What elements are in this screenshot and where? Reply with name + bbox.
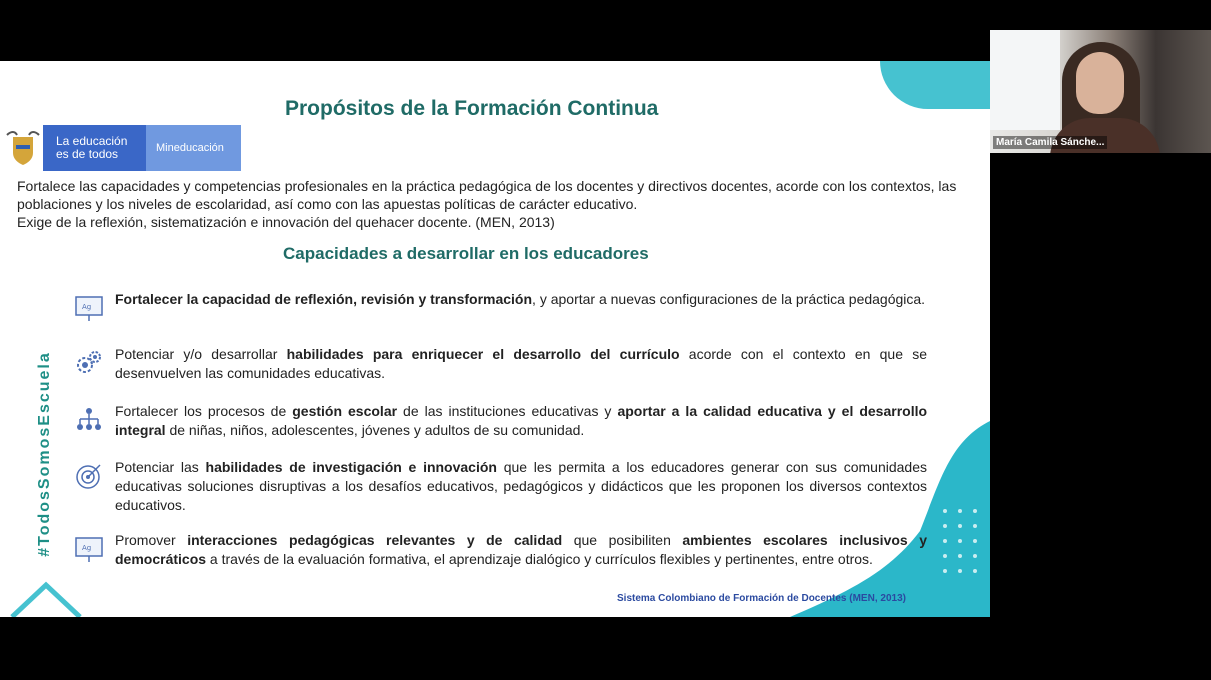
decorative-triangle-outline [8, 581, 88, 617]
emphasis-text: aportar a la calidad educativa y el desarrollo integral [115, 403, 928, 438]
emphasis-text: habilidades para enriquecer el desarrollo del currículo [286, 346, 680, 362]
logo-line1: La educación [56, 134, 128, 148]
body-text: a través de la evaluación formativa, el aprendizaje dialógico y currículos flexibles y pertinentes, entre otros. [206, 551, 873, 567]
slide-footer-source: Sistema Colombiano de Formación de Docentes (MEN, 2013) [617, 593, 906, 604]
emphasis-text: Fortalecer la capacidad de reflexión, revisión y transformación [115, 291, 533, 307]
participant-video-tile[interactable] [990, 30, 1211, 153]
capacity-text [115, 402, 927, 440]
decorative-dotted-shape [790, 421, 990, 617]
emphasis-text: interacciones pedagógicas relevantes y de calidad [187, 532, 563, 548]
body-text: , y aportar a nuevas configuraciones de la práctica pedagógica. [532, 291, 926, 307]
org-chart-icon [74, 405, 104, 435]
svg-text:Ag: Ag [82, 544, 92, 552]
logo-line2: es de todos [56, 147, 119, 161]
body-text: de niñas, niños, adolescentes, jóvenes y adultos de su comunidad. [165, 422, 585, 438]
capacity-text [115, 458, 927, 515]
body-text: acorde con el contexto en que se desenvuelven las comunidades educativas. [115, 346, 927, 381]
gears-icon [74, 348, 104, 378]
body-text: de las instituciones educativas y [397, 403, 618, 419]
participant-face [1076, 52, 1124, 114]
presentation-board-icon [74, 293, 104, 323]
body-text: que posibiliten [562, 532, 683, 548]
vertical-hashtag: #TodosSomosEscuela [36, 351, 53, 557]
capacity-text [115, 290, 927, 309]
slide-title: Propósitos de la Formación Continua [285, 97, 659, 120]
body-text: Fortalecer los procesos de [115, 403, 293, 419]
body-text: Potenciar y/o desarrollar [115, 346, 287, 362]
intro-line: Exige de la reflexión, sistematización e innovación del quehacer docente. (MEN, 2013) [17, 214, 555, 230]
body-text: que les permita a los educadores generar con sus comunidades educativas soluciones disruptivas a los desafíos educativos, pedagógicos y didácticos que les proponen los diversos contextos educativos. [115, 459, 927, 513]
presentation-slide [0, 61, 990, 617]
logo-ministry-name: Mineducación [146, 125, 241, 171]
decorative-teal-shape [880, 61, 990, 109]
intro-paragraph [17, 177, 967, 231]
intro-line: Fortalece las capacidades y competencias profesionales en la práctica pedagógica de los docentes y directivos docentes, acorde con los contextos, las poblaciones y los niveles de escolaridad, así como con las apuestas políticas de carácter educativo. [17, 178, 957, 212]
capacity-text [115, 345, 927, 383]
emphasis-text: habilidades de investigación e innovación [205, 459, 497, 475]
emphasis-text: gestión escolar [292, 403, 398, 419]
svg-text:Ag: Ag [82, 303, 92, 311]
mineducacion-logo [3, 125, 241, 171]
coat-of-arms-icon [3, 125, 43, 171]
participant-name-label: María Camila Sánche... [993, 136, 1107, 149]
body-text: Promover [115, 532, 188, 548]
slide-subtitle: Capacidades a desarrollar en los educadores [283, 244, 649, 263]
body-text: Potenciar las [115, 459, 206, 475]
capacity-text [115, 531, 927, 569]
emphasis-text: ambientes escolares inclusivos y democráticos [115, 532, 927, 567]
presentation-board-icon [74, 534, 104, 564]
target-icon [74, 461, 104, 491]
